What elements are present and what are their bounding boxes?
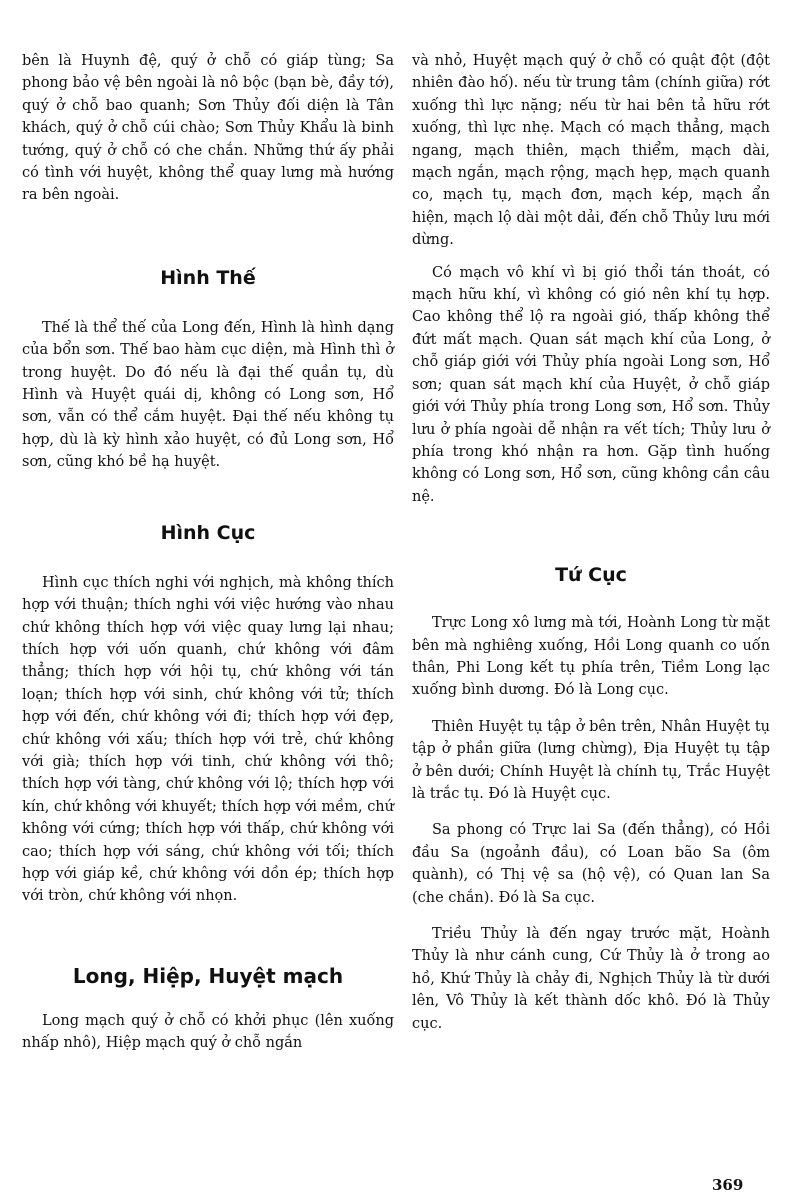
paragraph: và nhỏ, Huyệt mạch quý ở chỗ có quật đột (đột nhiên đào hố). nếu từ trung tâm (chính giữa) rớt xuống thì lực nặng; nếu từ hai bên tả hữu rớt xuống, thì lực nhẹ. Mạch có mạch thẳng, mạch ngang, mạch thiên, mạch thiểm, mạch dài, mạch ngắn, mạch rộng, mạch hẹp, mạch quanh co, mạch tụ, mạch đơn, mạch kép, mạch ẩn hiện, mạch lộ dài một dải, đến chỗ Thủy lưu mới dừng. bbox=[412, 53, 770, 249]
paragraph: Hình cục thích nghi với nghịch, mà không thích hợp với thuận; thích nghi với việc hướng vào nhau chứ không thích hợp với việc quay lưng lại nhau; thích hợp với uốn quanh, chứ không với đâm thẳng; thích hợp với hội tụ, chứ không với tán loạn; thích hợp với sinh, chứ không với tử; thích hợp với đến, chứ không với đi; thích hợp với đẹp, chứ không với xấu; thích hợp với trẻ, chứ không với già; thích hợp với tinh, chứ không với thô; thích hợp với tàng, chứ không với lộ; thích hợp với kín, chứ không với khuyết; thích hợp với mềm, chứ không với cứng; thích hợp với thấp, chứ không với cao; thích hợp với sáng, chứ không với tối; thích hợp với giáp kề, chứ không với dồn ép; thích hợp với tròn, chứ không với nhọn. bbox=[22, 574, 394, 905]
section-heading-long-hiep-huyet-mach: Long, Hiệp, Huyệt mạch bbox=[72, 963, 344, 988]
paragraph: Thế là thể thế của Long đến, Hình là hình dạng của bổn sơn. Thế bao hàm cục diện, mà Hình thì ở trong huyệt. Do đó nếu là đại thế quần tụ, dù Hình và Huyệt quái dị, không có Long sơn, Hổ sơn, vẫn có thể cắm huyệt. Đại thế nếu không tụ hợp, dù là kỳ hình xảo huyệt, có đủ Long sơn, Hổ sơn, cũng khó bề hạ huyệt. bbox=[22, 319, 394, 471]
section-heading-hinh-cuc: Hình Cục bbox=[160, 521, 256, 544]
page-number: 369 bbox=[712, 1176, 744, 1194]
section-heading-tu-cuc: Tứ Cục bbox=[555, 564, 627, 587]
paragraph: Có mạch vô khí vì bị gió thổi tán thoát, có mạch hữu khí, vì không có gió nên khí tụ hợp. Cao không thể lộ ra ngoài gió, thấp không thể đứt mất mạch. Quan sát mạch khí của Long, ở chỗ giáp giới với Thủy phía ngoài Long sơn, Hổ sơn; quan sát mạch khí của Huyệt, ở chỗ giáp giới với Thủy phía trong Long sơn, Hổ sơn. Thủy lưu ở phía ngoài dễ nhận ra vết tích; Thủy lưu ở phía trong khó nhận ra hơn. Gặp tình huống không có Long sơn, Hổ sơn, cũng không cần câu nệ. bbox=[412, 264, 770, 505]
section-heading-hinh-the: Hình Thế bbox=[160, 266, 256, 289]
left-column bbox=[22, 50, 394, 1055]
paragraph: Sa phong có Trực lai Sa (đến thẳng), có Hồi đầu Sa (ngoảnh đầu), có Loan bão Sa (ôm quành), có Thị vệ sa (hộ vệ), có Quan lan Sa (che chắn). Đó là Sa cục. bbox=[412, 822, 770, 906]
paragraph: Long mạch quý ở chỗ có khởi phục (lên xuống nhấp nhô), Hiệp mạch quý ở chỗ ngắn bbox=[22, 1012, 394, 1052]
paragraph: Trực Long xô lưng mà tới, Hoành Long từ mặt bên mà nghiêng xuống, Hồi Long quanh co uốn thân, Phi Long kết tụ phía trên, Tiềm Long lạc xuống bình dương. Đó là Long cục. bbox=[412, 615, 770, 699]
paragraph: Thiên Huyệt tụ tập ở bên trên, Nhân Huyệt tụ tập ở phần giữa (lưng chừng), Địa Huyệt tụ tập ở bên dưới; Chính Huyệt là chính tụ, Trắc Huyệt là trắc tụ. Đó là Huyệt cục. bbox=[412, 718, 770, 802]
right-column bbox=[412, 50, 770, 1035]
paragraph: Triều Thủy là đến ngay trước mặt, Hoành Thủy là như cánh cung, Cứ Thủy là ở trong ao hồ, Khứ Thủy là chảy đi, Nghịch Thủy là từ dưới lên, Vô Thủy là kết thành dốc khô. Đó là Thủy cục. bbox=[412, 926, 770, 1032]
paragraph: bên là Huynh đệ, quý ở chỗ có giáp tùng; Sa phong bảo vệ bên ngoài là nô bộc (bạn bè, đầy tớ), quý ở chỗ bao quanh; Sơn Thủy đối diện là Tân khách, quý ở chỗ cúi chào; Sơn Thủy Khẩu là binh tướng, quý ở chỗ có che chắn. Những thứ ấy phải có tình với huyệt, không thể quay lưng mà hướng ra bên ngoài. bbox=[22, 53, 394, 204]
